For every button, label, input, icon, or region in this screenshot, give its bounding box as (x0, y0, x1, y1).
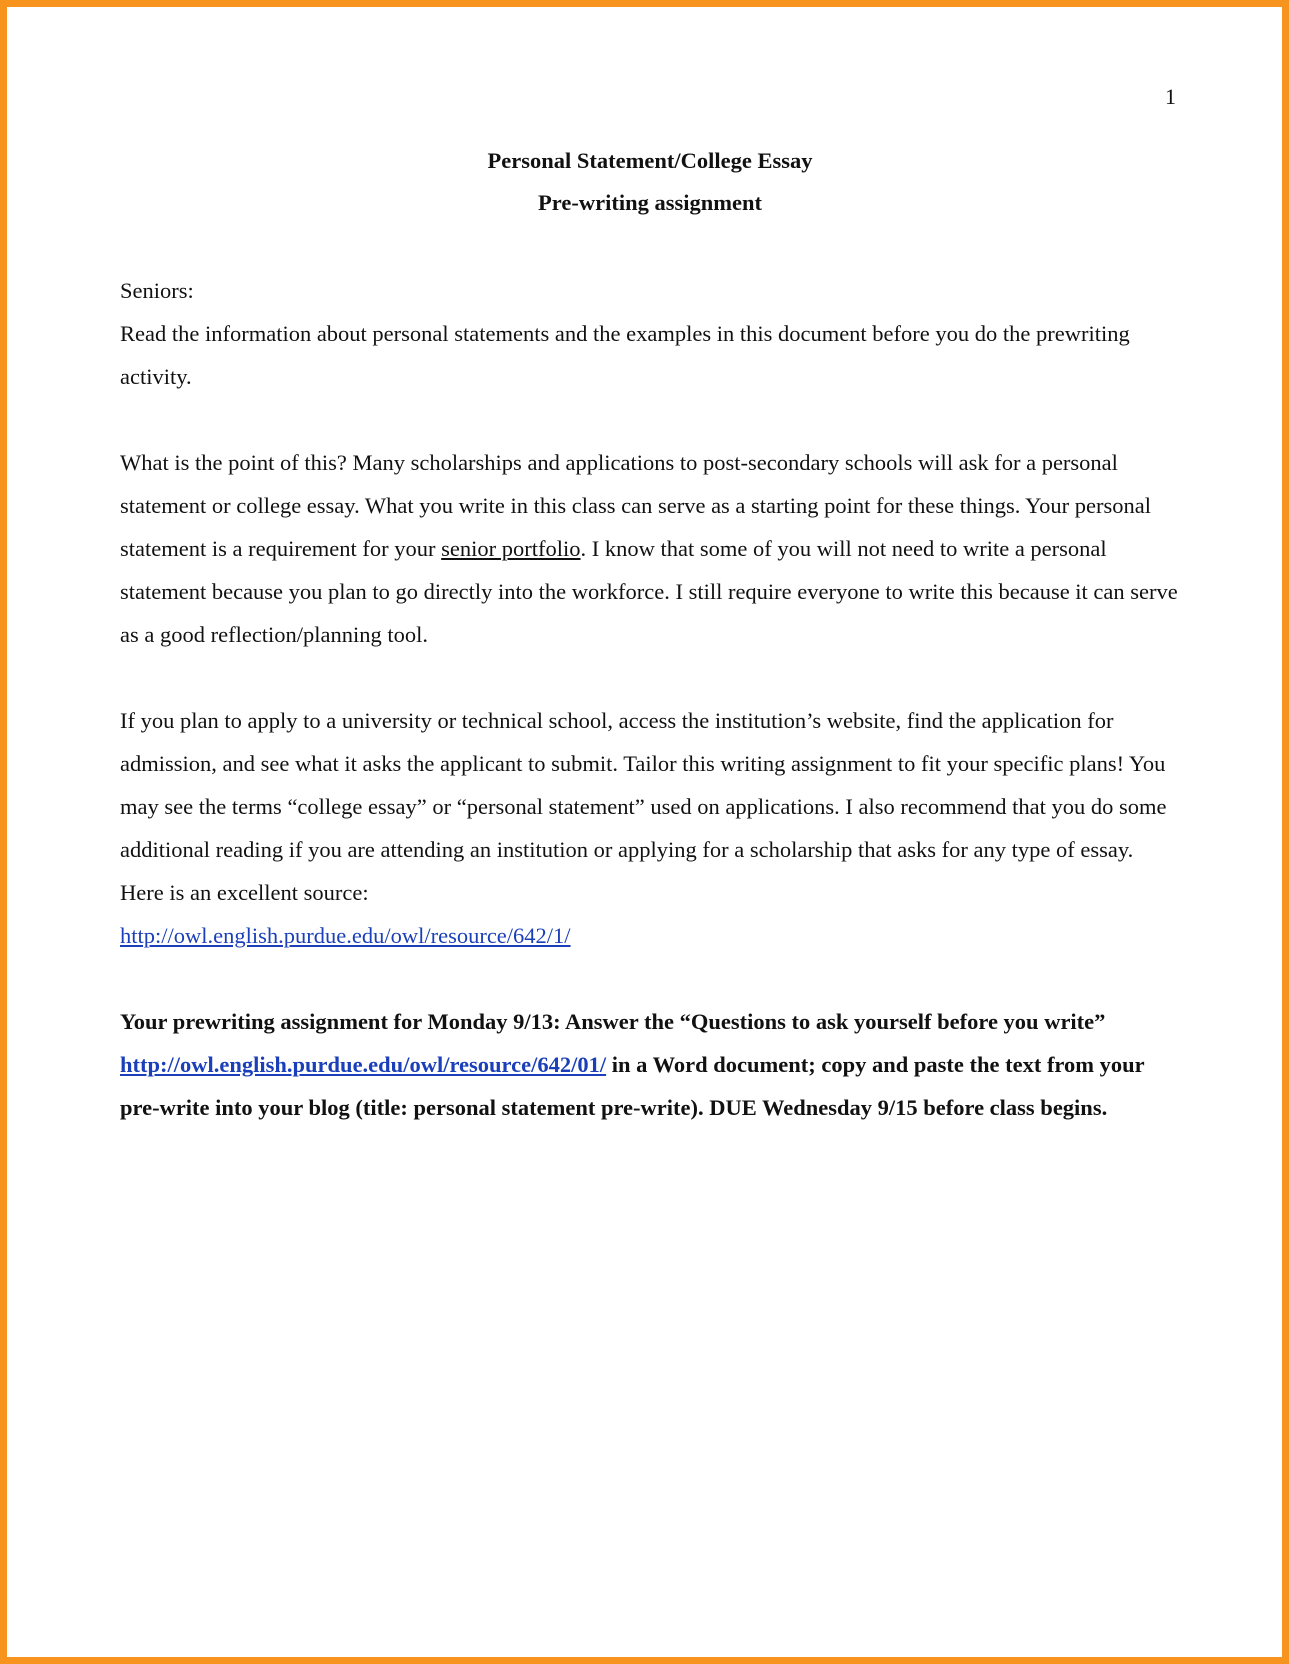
senior-portfolio-underline: senior portfolio (441, 536, 581, 561)
greeting: Seniors: (120, 278, 194, 303)
apply-text: If you plan to apply to a university or technical school, access the institution’s website, find the application for admission, and see what it asks the applicant to submit. Tailor this writing assignment to fit your specific plans! You may see the terms “college essay” or “personal statement” used on applications. I also recommend that you do some additional reading if you are attending an institution or applying for a scholarship that asks for any type of essay. Here is an excellent source: (120, 708, 1167, 905)
assignment-paragraph (120, 1000, 1180, 1129)
intro-paragraph: Read the information about personal statements and the examples in this document before you do the prewriting activity. (120, 321, 1130, 389)
title-line-2: Pre-writing assignment (538, 190, 762, 215)
purpose-paragraph (120, 441, 1180, 656)
owl-questions-link[interactable]: http://owl.english.purdue.edu/owl/resource/642/01/ (120, 1052, 607, 1077)
assignment-text-before: Your prewriting assignment for Monday 9/13: Answer the “Questions to ask yourself before you write” (120, 1009, 1106, 1034)
title-line-1: Personal Statement/College Essay (487, 148, 813, 173)
document-title (120, 140, 1180, 224)
paragraph-spacer (120, 957, 1180, 1000)
apply-paragraph (120, 699, 1180, 957)
owl-resource-link[interactable]: http://owl.english.purdue.edu/owl/resource/642/1/ (120, 923, 571, 948)
assignment-text-after: in a Word document; copy and paste the text from your pre-write into your blog (title: personal statement pre-write). DUE Wednesday 9/15 before class begins. (120, 1052, 1145, 1120)
page-number: 1 (1165, 84, 1176, 109)
purpose-text-before: What is the point of this? Many scholarships and applications to post-secondary schools will ask for a personal statement or college essay. What you write in this class can serve as a starting point for these things. Your personal statement is a requirement for your (120, 450, 1152, 561)
document-body (120, 269, 1180, 1129)
paragraph-spacer (120, 398, 1180, 441)
paragraph-spacer (120, 656, 1180, 699)
purpose-text-after: . I know that some of you will not need to write a personal statement because you plan to go directly into the workforce. I still require everyone to write this because it can serve as a good reflection/planning tool. (120, 536, 1178, 647)
